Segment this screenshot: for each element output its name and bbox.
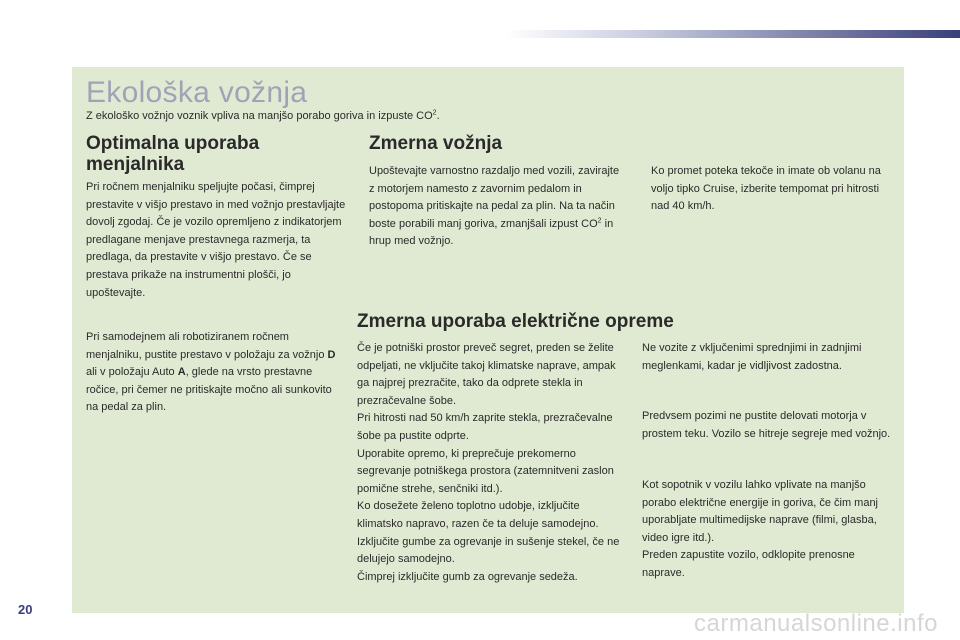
electrical-text-left: Če je potniški prostor preveč segret, preden se želite odpeljati, ne vključite takoj klimatske naprave, ampak ga najprej prezračite, tako da odprete stekla in prezračevalne šobe. Pri hitrosti nad 50 km/h zaprite stekla, prezračevalne šobe pa pustite odprte. Uporabite opremo, ki preprečuje prekomerno segrevanje potniškega prostora (zatemnitveni zaslon pomične strehe, senčniki itd.). Ko dosežete želeno toplotno udobje, izključite klimatsko napravo, razen če ta deluje samodejno. Izključite gumbe za ogrevanje in sušenje stekel, če ne delujejo samodejno. Čimprej izključite gumb za ogrevanje sedeža. [357, 342, 620, 583]
section-heading-moderate-driving: Zmerna vožnja [369, 133, 503, 154]
moderate-driving-text-right: Ko promet poteka tekoče in imate ob volanu na voljo tipko Cruise, izberite tempomat pri hitrosti nad 40 km/h. [651, 165, 881, 213]
optimal-gearbox-text-automatic: Pri samodejnem ali robotiziranem ročnem menjalniku, pustite prestavo v položaju za vožnjo D ali v položaju Auto A, glede na vrsto prestavne ročice, pri čemer ne pritiskajte močno ali sunkovito na pedal za plin. [86, 331, 336, 414]
moderate-driving-text-left: Upoštevajte varnostno razdaljo med vozili, zavirajte z motorjem namesto z zavornim pedalom in postopoma pritiskajte na pedal za plin. Na ta način boste porabili manj goriva, zmanjšali izpust $CO^2$ in hrup med vožnjo. [369, 165, 620, 248]
page-subtitle: Z ekološko vožnjo voznik vpliva na manjšo porabo goriva in izpuste $CO^2$. [86, 109, 440, 122]
electrical-text-right-multimedia: Kot sopotnik v vozilu lahko vplivate na manjšo porabo električne energije in goriva, če čim manj uporabljate multimedijske naprave (filmi, glasba, video igre itd.). Preden zapustite vozilo, odklopite prenosne naprave. [642, 479, 879, 579]
electrical-text-right-idling: Predvsem pozimi ne pustite delovati motorja v prostem teku. Vozilo se hitreje segreje med vožnjo. [642, 410, 891, 440]
section-heading-optimal-gearbox: Optimalna uporaba menjalnika [86, 133, 260, 175]
electrical-text-right-fog-lights: Ne vozite z vključenimi sprednjimi in zadnjimi meglenkami, kadar je vidljivost zadostna. [642, 342, 862, 372]
header-accent-bar [505, 30, 960, 38]
optimal-gearbox-text-manual: Pri ročnem menjalniku speljujte počasi, čimprej prestavite v višjo prestavo in med vožnjo prestavljajte dovolj zgodaj. Če je vozilo opremljeno z indikatorjem predlagane menjave prestavnega razmerja, ta predlaga, da prestavite v višjo prestavo. Če se prestava prikaže na instrumentni plošči, jo upoštevajte. [86, 181, 346, 299]
page-number: 20 [18, 602, 33, 617]
section-heading-electrical-equipment: Zmerna uporaba električne opreme [357, 311, 674, 332]
watermark: carmanualsonline.info [694, 610, 938, 637]
page-title: Ekološka vožnja [86, 76, 308, 109]
